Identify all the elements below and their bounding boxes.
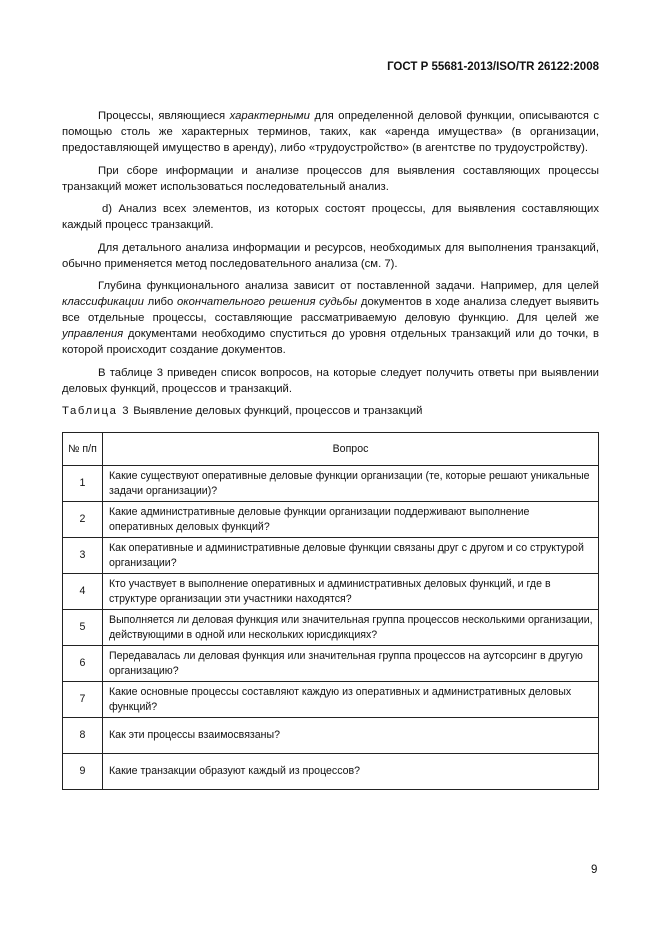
row-number: 4 xyxy=(63,574,103,610)
text: документов в ходе анализа следует выявить все отдельные процессы, составляющие рассматриваемую деловую функцию. Для целей же xyxy=(62,296,599,324)
table-row xyxy=(63,718,599,754)
row-number: 8 xyxy=(63,718,103,754)
questions-table xyxy=(62,432,599,790)
text: Процессы, являющиеся xyxy=(98,110,230,122)
table-header-row xyxy=(63,433,599,466)
italic-text: характерными xyxy=(229,110,310,122)
list-item-d: d) Анализ всех элементов, из которых состоят процессы, для выявления составляющих каждый процесс транзакций. xyxy=(62,203,599,231)
row-number: 1 xyxy=(63,466,103,502)
table-row xyxy=(63,754,599,790)
text: либо xyxy=(143,296,177,308)
table-caption xyxy=(62,403,599,419)
text: Глубина функционального анализа зависит от поставленной задачи. Например, для целей xyxy=(98,280,599,292)
row-question: Кто участвует в выполнение оперативных и административных деловых функций, и где в структуре организации эти участники находятся? xyxy=(103,574,599,610)
row-question: Какие существуют оперативные деловые функции организации (те, которые решают уникальные задачи организации)? xyxy=(103,466,599,502)
document-header: ГОСТ Р 55681-2013/ISO/TR 26122:2008 xyxy=(387,61,599,73)
header-number: № п/п xyxy=(63,433,103,466)
table-row xyxy=(63,646,599,682)
row-question: Какие административные деловые функции организации поддерживают выполнение оперативных деловых функций? xyxy=(103,502,599,538)
table-row xyxy=(63,682,599,718)
text: документами необходимо спуститься до уровня отдельных транзакций или до точки, в которой происходит создание документов. xyxy=(62,328,599,356)
row-number: 2 xyxy=(63,502,103,538)
paragraph-1 xyxy=(62,108,599,156)
row-number: 6 xyxy=(63,646,103,682)
table-row xyxy=(63,502,599,538)
table-row xyxy=(63,610,599,646)
italic-text: управления xyxy=(62,328,124,340)
italic-text: окончательного решения судьбы xyxy=(176,296,358,308)
row-number: 9 xyxy=(63,754,103,790)
paragraph-5 xyxy=(62,278,599,358)
row-question: Выполняется ли деловая функция или значительная группа процессов несколькими организации, действующими в одной или нескольких юрисдикциях? xyxy=(103,610,599,646)
italic-text: классификации xyxy=(62,296,144,308)
caption-label: Таблица 3 xyxy=(62,405,131,417)
row-question: Передавалась ли деловая функция или значительная группа процессов на аутсорсинг в другую организацию? xyxy=(103,646,599,682)
row-question: Какие основные процессы составляют каждую из оперативных и административных деловых функций? xyxy=(103,682,599,718)
row-number: 3 xyxy=(63,538,103,574)
row-question: Как эти процессы взаимосвязаны? xyxy=(103,718,599,754)
table-row xyxy=(63,574,599,610)
table-row xyxy=(63,538,599,574)
table-row xyxy=(63,466,599,502)
row-number: 7 xyxy=(63,682,103,718)
paragraph-2: При сборе информации и анализе процессов для выявления составляющих процессы транзакций может использоваться последовательный анализ. xyxy=(62,164,599,193)
page-number: 9 xyxy=(591,864,598,876)
paragraph-4: Для детального анализа информации и ресурсов, необходимых для выполнения транзакций, обычно применяется метод последовательного анализа (см. 7). xyxy=(62,241,599,270)
row-question: Какие транзакции образуют каждый из процессов? xyxy=(103,754,599,790)
document-body xyxy=(62,108,599,419)
row-number: 5 xyxy=(63,610,103,646)
text: для определенной деловой функции, описываются с помощью столь же характерных терминов, таких, как «аренда имущества» (в организации, предоставляющей имущество в аренду), либо «трудоустройство» (в агентстве по трудоустройству). xyxy=(62,110,600,154)
header-question: Вопрос xyxy=(103,433,599,466)
row-question: Как оперативные и административные деловые функции связаны друг с другом и со структурой организации? xyxy=(103,538,599,574)
paragraph-6: В таблице 3 приведен список вопросов, на которые следует получить ответы при выявлении деловых функций, процессов и транзакций. xyxy=(62,366,599,395)
caption-title: Выявление деловых функций, процессов и транзакций xyxy=(130,405,423,417)
